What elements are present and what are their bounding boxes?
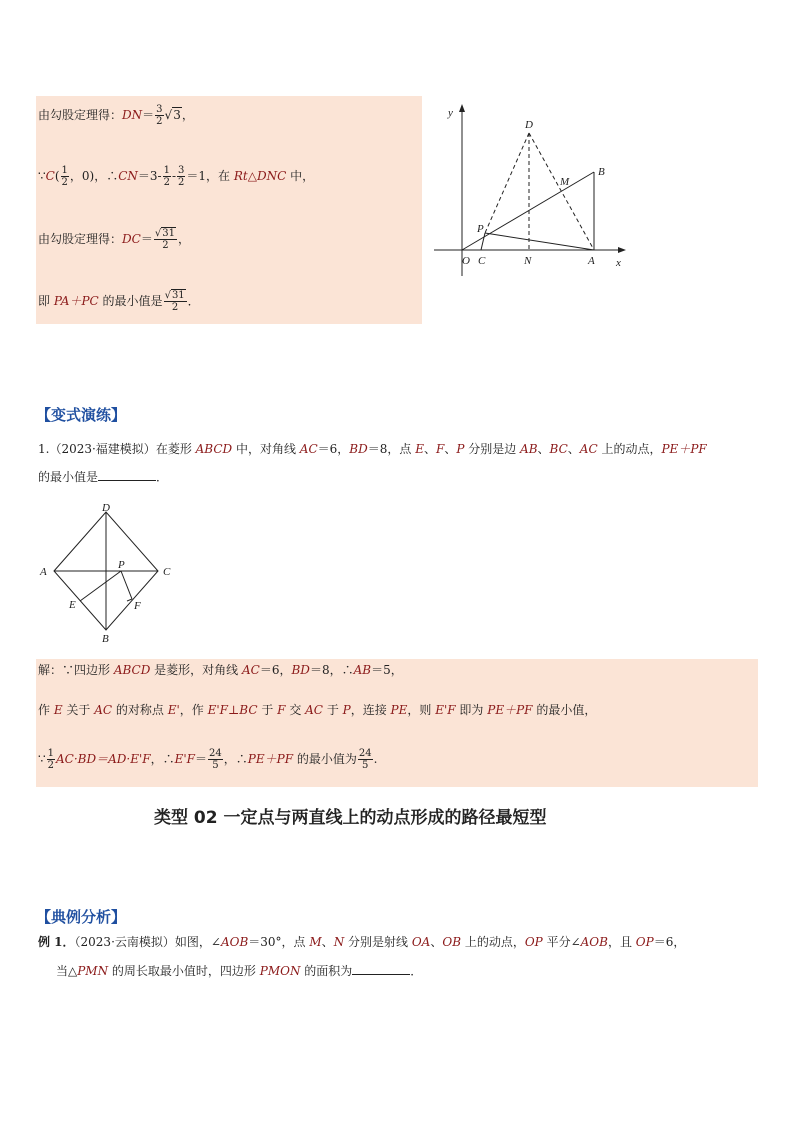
y-axis-arrow <box>459 104 465 112</box>
label-F: F <box>134 600 141 612</box>
label-A: A <box>40 566 47 578</box>
question-1-line1: 1.（2023·福建模拟）在菱形 ABCD 中，对角线 AC＝6，BD＝8，点 E、F、P 分别是边 AB、BC、AC 上的动点，PE＋PF <box>38 442 707 456</box>
label-E: E <box>69 599 76 611</box>
fraction: $\frac{√31}{2}$ <box>154 228 175 251</box>
label-y: y <box>448 107 453 119</box>
label-C: C <box>478 255 486 267</box>
segment-PA <box>485 233 594 250</box>
x-axis-arrow <box>618 247 626 253</box>
example-heading: 【典例分析】 <box>36 908 127 926</box>
answer-blank <box>352 962 410 975</box>
fraction: $\frac{3}{2}$ <box>156 104 163 127</box>
label-P: P <box>118 559 125 571</box>
label-A: A <box>588 255 595 267</box>
label-D: D <box>102 502 110 514</box>
question-1-line2: 的最小值是 ． <box>38 470 169 484</box>
segment-PC <box>481 233 485 250</box>
answer-blank <box>98 468 156 481</box>
fraction: $\frac{√31}{2}$ <box>164 290 185 313</box>
fraction: $\frac{1}{2}$ <box>61 165 68 188</box>
label-x: x <box>616 257 621 269</box>
segment-PF <box>121 571 132 599</box>
label-O: O <box>462 255 470 267</box>
fraction: $\frac{3}{2}$ <box>178 165 185 188</box>
section-title-type02: 类型 02 一定点与两直线上的动点形成的路径最短型 <box>154 808 547 828</box>
fraction: $\frac{24}{5}$ <box>209 748 222 771</box>
label-D: D <box>525 119 533 131</box>
solution1-line2: ∵C( $\frac{1}{2}$ ，0)，∴CN＝3- $\frac{1}{2}$ - $\frac{3}{2}$ ＝1，在 Rt△DNC 中， <box>38 165 315 188</box>
coordinate-figure <box>430 100 630 280</box>
label-N: N <box>524 255 532 267</box>
solution2-line2: 作 E 关于 AC 的对称点 E'，作 E'F⊥BC 于 F 交 AC 于 P，连接 PE，则 E'F 即为 PE＋PF 的最小值， <box>38 703 597 717</box>
variant-heading: 【变式演练】 <box>36 406 127 424</box>
solution1-line3: 由勾股定理得：DC＝ $\frac{√31}{2}$ ， <box>38 228 190 251</box>
fraction: $\frac{1}{2}$ <box>163 165 170 188</box>
label-M: M <box>560 176 570 188</box>
fraction: $\frac{24}{5}$ <box>358 748 372 771</box>
example-1-line1: 例 1．（2023·云南模拟）如图，∠AOB＝30°，点 M、N 分别是射线 OA、OB 上的动点，OP 平分∠AOB，且 OP＝6， <box>38 935 686 949</box>
rhombus-figure <box>36 500 186 645</box>
dashed-DP <box>485 133 529 233</box>
solution2-line1: 解：∵四边形 ABCD 是菱形，对角线 AC＝6，BD＝8，∴AB＝5， <box>38 663 403 677</box>
fraction: $\frac{1}{2}$ <box>47 748 55 771</box>
solution1-line1: 由勾股定理得：DN＝ $\frac{3}{2}$ √3， <box>38 104 194 127</box>
label-B: B <box>598 166 605 178</box>
segment-PE <box>80 571 121 601</box>
label-P: P <box>477 223 484 235</box>
example-1-line2: 当△PMN 的周长取最小值时，四边形 PMON 的面积为 ． <box>56 964 423 978</box>
label-C: C <box>163 566 171 578</box>
solution2-line3: ∵ $\frac{1}{2}$ AC·BD＝AD·E'F，∴E'F＝ $\frac{24}{5}$ ，∴PE＋PF 的最小值为 $\frac{24}{5}$ . <box>38 748 378 771</box>
segment-OB <box>462 172 594 250</box>
solution1-line4: 即 PA＋PC 的最小值是 $\frac{√31}{2}$ ． <box>38 290 200 313</box>
label-B: B <box>102 633 109 645</box>
